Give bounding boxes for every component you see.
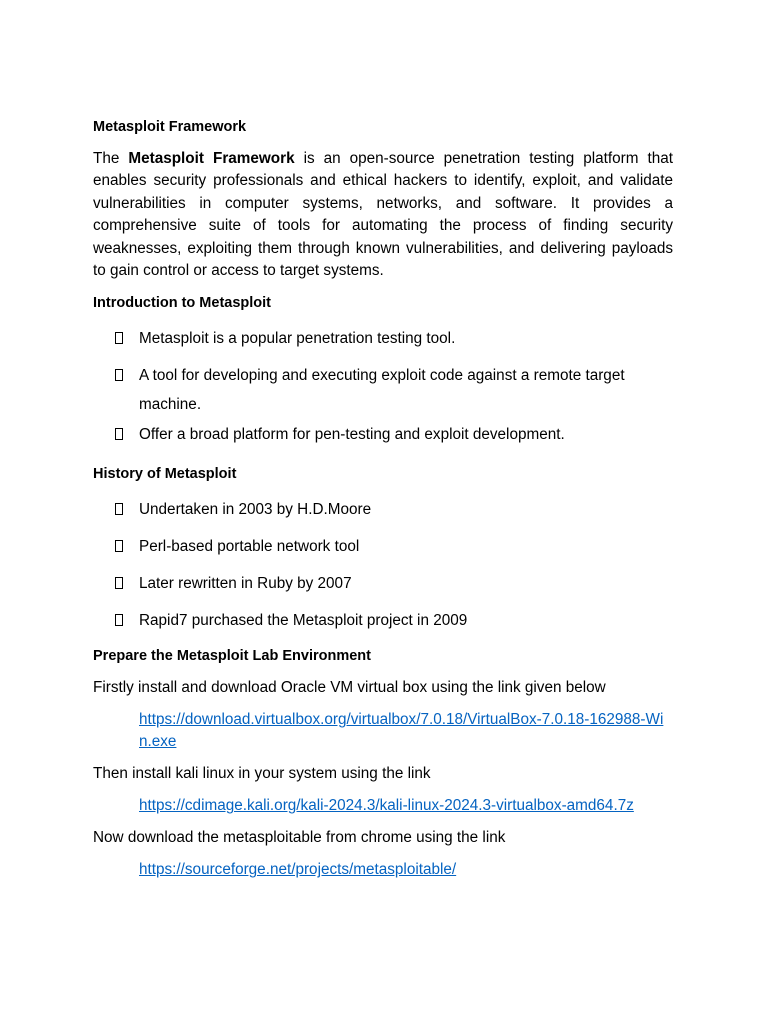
lab-step3-link-block [93, 859, 673, 881]
list-item: Offer a broad platform for pen-testing and exploit development. [93, 420, 673, 449]
virtualbox-download-link[interactable]: https://download.virtualbox.org/virtualbox/7.0.18/VirtualBox-7.0.18-162988-Win.exe [139, 711, 664, 751]
list-item: Metasploit is a popular penetration testing tool. [93, 324, 673, 353]
list-item: Undertaken in 2003 by H.D.Moore [93, 495, 673, 524]
bullet-icon [115, 332, 123, 344]
list-item: Rapid7 purchased the Metasploit project in 2009 [93, 606, 673, 635]
bullet-icon [115, 577, 123, 589]
bullet-icon [115, 369, 123, 381]
intro-bold-term: Metasploit Framework [128, 150, 295, 167]
intro-rest: is an open-source penetration testing platform that enables security professionals and ethical hackers to identify, exploit, and validate vulnerabilities in computer systems, networks, and software. It provides a comprehensive suite of tools for automating the process of finding security weaknesses, exploiting them through known vulnerabilities, and delivering payloads to gain control or access to target systems. [93, 150, 674, 280]
history-heading: History of Metasploit [93, 466, 237, 483]
intro-paragraph [93, 148, 673, 282]
lab-heading: Prepare the Metasploit Lab Environment [93, 648, 371, 665]
history-list [93, 495, 673, 635]
metasploitable-download-link[interactable]: https://sourceforge.net/projects/metasploitable/ [139, 861, 457, 879]
introduction-heading: Introduction to Metasploit [93, 295, 272, 312]
document-title: Metasploit Framework [93, 119, 247, 135]
bullet-icon [115, 503, 123, 515]
lab-step2-link-block [93, 795, 673, 817]
intro-prefix: The [93, 150, 129, 167]
list-item: Later rewritten in Ruby by 2007 [93, 569, 673, 598]
list-item: A tool for developing and executing exploit code against a remote target machine. [93, 361, 673, 419]
document-page [93, 116, 673, 881]
list-item: Perl-based portable network tool [93, 532, 673, 561]
kali-download-link[interactable]: https://cdimage.kali.org/kali-2024.3/kali-linux-2024.3-virtualbox-amd64.7z [139, 797, 634, 815]
lab-step1-link-block [93, 709, 673, 753]
bullet-icon [115, 540, 123, 552]
lab-step1-text: Firstly install and download Oracle VM virtual box using the link given below [93, 679, 606, 697]
introduction-list [93, 324, 673, 449]
lab-step2-text: Then install kali linux in your system using the link [93, 765, 431, 783]
bullet-icon [115, 614, 123, 626]
lab-step3-text: Now download the metasploitable from chrome using the link [93, 829, 506, 847]
bullet-icon [115, 428, 123, 440]
